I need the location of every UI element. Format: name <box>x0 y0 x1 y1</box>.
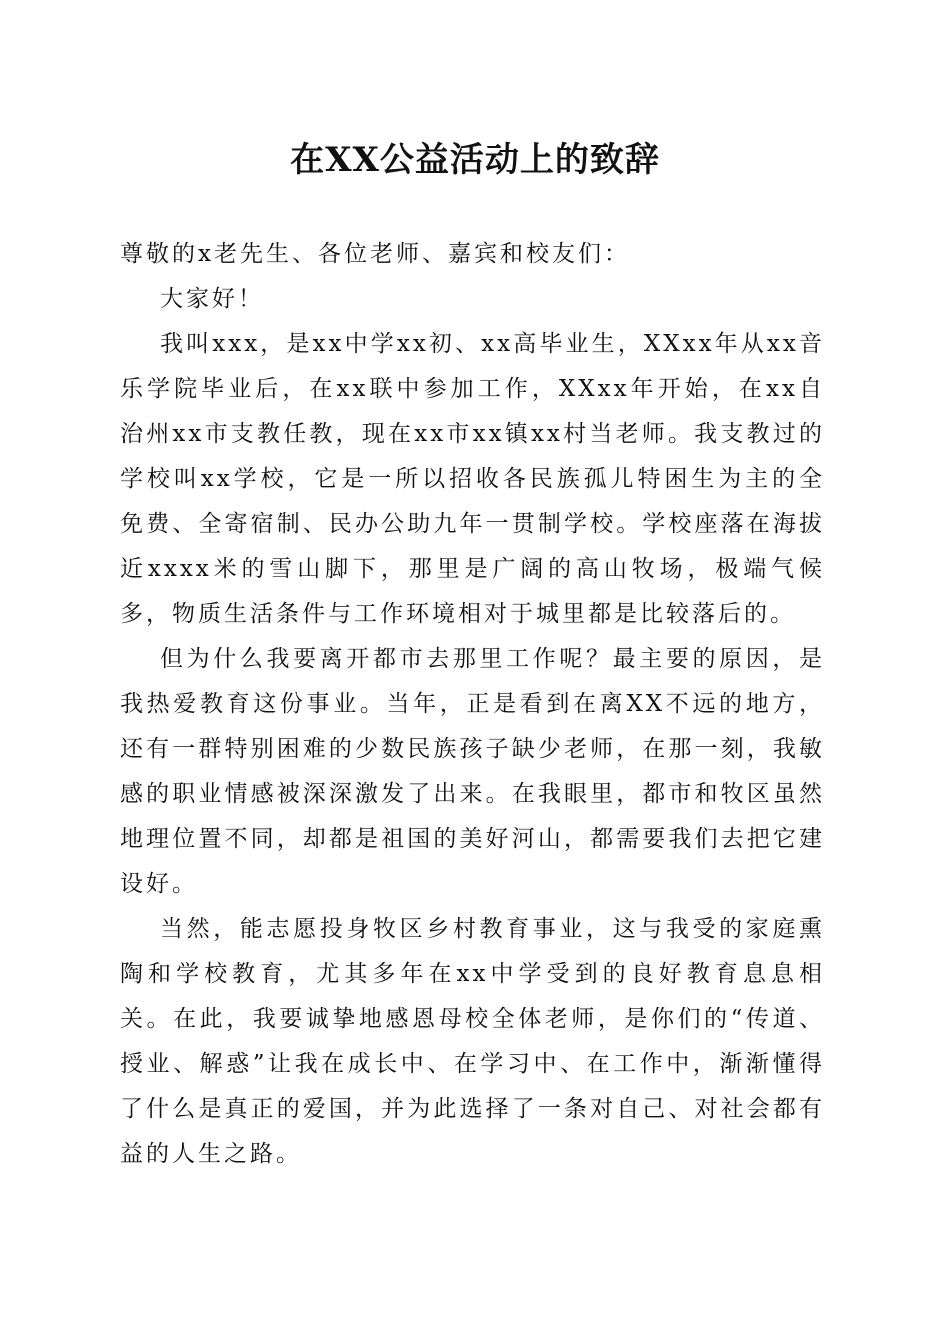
document-body <box>120 232 825 1177</box>
paragraph-3: 当然，能志愿投身牧区乡村教育事业，这与我受的家庭熏陶和学校教育，尤其多年在xx中学受到的良好教育息息相关。在此，我要诚挚地感恩母校全体老师，是你们的“传道、授业、解惑”让我在成长中、在学习中、在工作中，渐渐懂得了什么是真正的爱国，并为此选择了一条对自己、对社会都有益的人生之路。 <box>120 916 825 1167</box>
greeting: 大家好！ <box>160 286 264 312</box>
paragraph-2: 但为什么我要离开都市去那里工作呢？最主要的原因，是我热爱教育这份事业。当年，正是看到在离XX不远的地方，还有一群特别困难的少数民族孩子缺少老师，在那一刻，我敏感的职业情感被深深激发了出来。在我眼里，都市和牧区虽然地理位置不同，却都是祖国的美好河山，都需要我们去把它建设好。 <box>120 646 825 897</box>
salutation: 尊敬的x老先生、各位老师、嘉宾和校友们： <box>120 241 630 267</box>
document-title: 在XX公益活动上的致辞 <box>290 140 660 180</box>
paragraph-1: 我叫xxx，是xx中学xx初、xx高毕业生，XXxx年从xx音乐学院毕业后，在xx联中参加工作，XXxx年开始，在xx自治州xx市支教任教，现在xx市xx镇xx村当老师。我支教过的学校叫xx学校，它是一所以招收各民族孤儿特困生为主的全免费、全寄宿制、民办公助九年一贯制学校。学校座落在海拔近xxxx米的雪山脚下，那里是广阔的高山牧场，极端气候多，物质生活条件与工作环境相对于城里都是比较落后的。 <box>120 331 825 627</box>
